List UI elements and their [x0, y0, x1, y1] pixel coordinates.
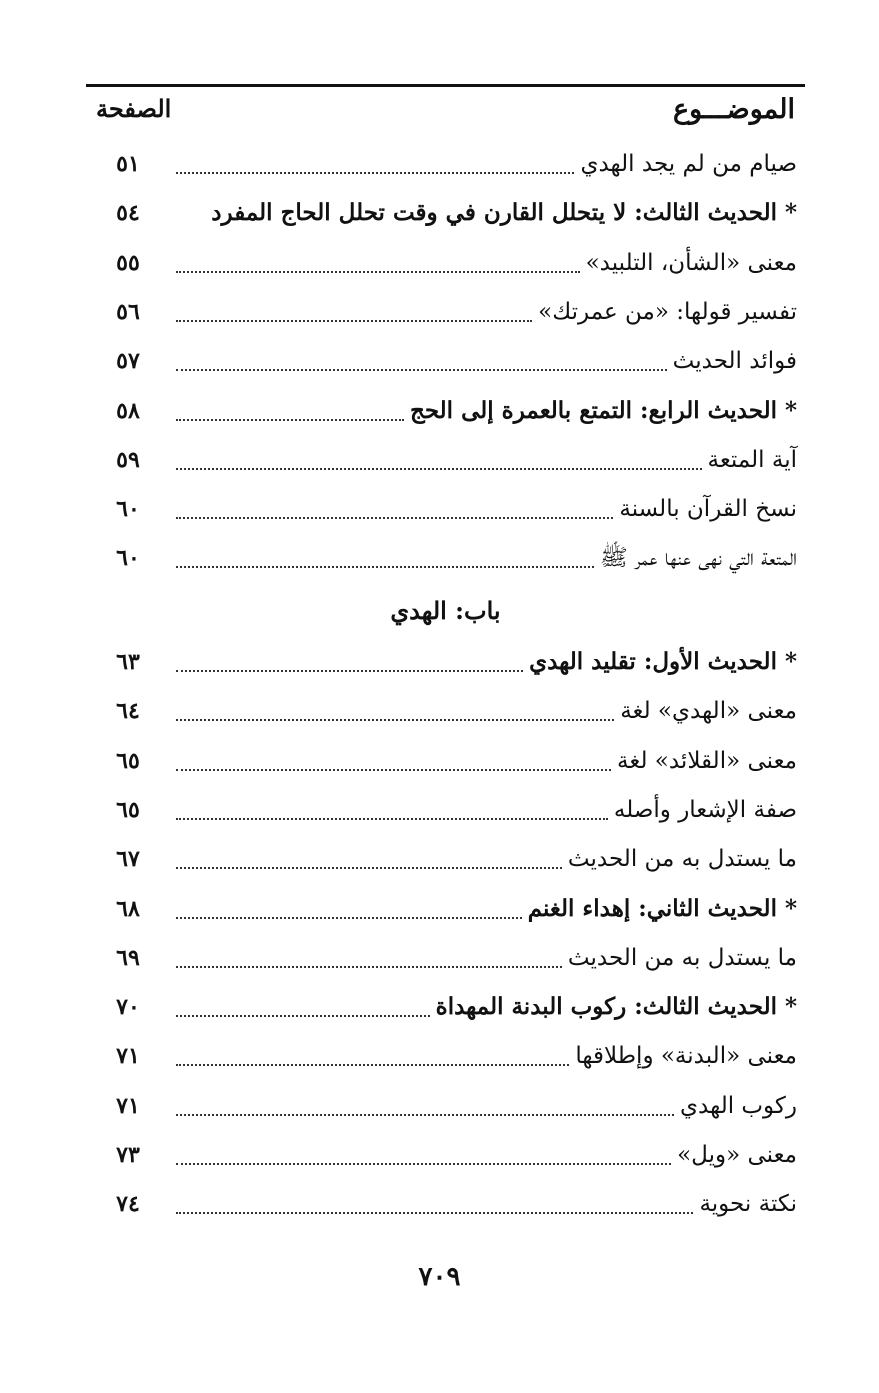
entry-page-number: ٦٠ — [116, 545, 140, 572]
entry-page-number: ٦٥ — [116, 796, 140, 823]
entry-title: ما يستدل به من الحديث — [567, 944, 797, 971]
toc-entry — [86, 1032, 805, 1076]
dot-leader — [176, 769, 611, 771]
dot-leader — [176, 517, 613, 519]
entry-line — [176, 442, 797, 478]
entry-title: معنى «ويل» — [677, 1142, 797, 1168]
entry-title: معنى «البدنة» وإطلاقها — [575, 1043, 797, 1070]
dot-leader — [176, 867, 562, 869]
entry-line — [176, 195, 797, 231]
entry-line — [176, 693, 797, 729]
entry-page-number: ٧١ — [116, 1092, 140, 1119]
toc-entry — [86, 140, 805, 184]
dot-leader — [176, 320, 532, 322]
entry-title: * الحديث الأول: تقليد الهدي — [529, 648, 797, 675]
toc-entry — [86, 983, 805, 1027]
entry-line — [176, 1088, 797, 1124]
toc-header — [86, 92, 805, 132]
entry-title: فوائد الحديث — [672, 348, 797, 375]
entry-page-number: ٧٣ — [116, 1142, 140, 1168]
topic-column-heading: الموضـــوع — [672, 94, 795, 125]
entry-line — [176, 245, 797, 281]
entry-page-number: ٦٨ — [116, 895, 140, 922]
dot-leader — [176, 1212, 693, 1214]
entry-page-number: ٦٩ — [116, 944, 140, 971]
dot-leader — [176, 670, 523, 672]
dot-leader — [176, 172, 574, 174]
entry-line — [176, 1137, 797, 1173]
entry-title: تفسير قولها: «من عمرتك» — [538, 298, 797, 325]
toc-entry — [86, 485, 805, 529]
entry-line — [176, 841, 797, 877]
header-rule — [86, 84, 805, 87]
entry-line — [176, 891, 797, 927]
page-number: ٧٠٩ — [418, 1262, 461, 1292]
entry-line — [176, 940, 797, 976]
entry-page-number: ٧٤ — [116, 1191, 140, 1218]
entry-page-number: ٥٥ — [116, 249, 140, 276]
entry-page-number: ٥١ — [116, 151, 140, 177]
toc-entry — [86, 436, 805, 480]
entry-page-number: ٦٥ — [116, 747, 140, 774]
entry-line — [176, 743, 797, 779]
entry-title: المتعة التي نهى عنها عمر ﷺ — [599, 545, 797, 572]
entry-page-number: ٦٠ — [116, 496, 140, 523]
toc-entry — [86, 534, 805, 578]
entry-line — [176, 540, 797, 576]
dot-leader — [176, 917, 522, 919]
entry-page-number: ٥٧ — [116, 348, 140, 375]
dot-leader — [176, 566, 594, 568]
toc-entry — [86, 387, 805, 431]
entry-page-number: ٥٤ — [116, 200, 140, 227]
entry-title: * الحديث الثالث: لا يتحلل القارن في وقت تحلل الحاج المفرد — [211, 199, 797, 227]
toc-entry — [86, 934, 805, 978]
entry-line — [176, 644, 797, 680]
toc-entry — [86, 737, 805, 781]
entry-title: صفة الإشعار وأصله — [613, 796, 797, 823]
entry-line — [176, 1186, 797, 1222]
entry-line — [176, 491, 797, 527]
toc-entry — [86, 1180, 805, 1224]
entry-title: * الحديث الثالث: ركوب البدنة المهداة — [435, 993, 797, 1021]
dot-leader — [176, 1163, 671, 1165]
toc-entry — [86, 1082, 805, 1126]
entry-page-number: ٦٣ — [116, 649, 140, 675]
toc-entry — [86, 288, 805, 332]
entry-page-number: ٥٨ — [116, 397, 140, 424]
dot-leader — [176, 1015, 430, 1017]
entry-page-number: ٦٧ — [116, 846, 140, 873]
entry-title: معنى «الهدي» لغة — [620, 698, 797, 725]
entry-title: نسخ القرآن بالسنة — [619, 496, 797, 523]
toc-entry — [86, 189, 805, 233]
toc-entry — [86, 337, 805, 381]
toc-entry — [86, 239, 805, 283]
section-title: باب: الهدي — [390, 595, 501, 625]
entry-title: آية المتعة — [707, 446, 797, 473]
toc-entry — [86, 1131, 805, 1175]
entry-title: ما يستدل به من الحديث — [567, 846, 797, 873]
dot-leader — [176, 369, 667, 371]
dot-leader — [176, 1114, 674, 1116]
dot-leader — [176, 271, 580, 273]
entry-line — [176, 1038, 797, 1074]
entry-line — [176, 792, 797, 828]
entry-line — [176, 294, 797, 330]
dot-leader — [176, 468, 702, 470]
entry-page-number: ٥٦ — [116, 298, 140, 325]
toc-entry — [86, 638, 805, 682]
toc-entry — [86, 687, 805, 731]
entry-page-number: ٧١ — [116, 1043, 140, 1070]
dot-leader — [176, 966, 562, 968]
dot-leader — [176, 719, 614, 721]
entry-title: ركوب الهدي — [680, 1092, 797, 1119]
toc-entry — [86, 786, 805, 830]
entry-title: نكتة نحوية — [699, 1191, 797, 1218]
entry-line — [176, 343, 797, 379]
entry-title: صيام من لم يجد الهدي — [580, 151, 797, 177]
entry-line — [176, 989, 797, 1025]
entry-page-number: ٧٠ — [116, 994, 140, 1021]
entry-page-number: ٦٤ — [116, 698, 140, 725]
entry-title: معنى «الشأن، التلبيد» — [585, 249, 797, 276]
page-column-heading: الصفحة — [96, 94, 172, 123]
toc-entry — [86, 835, 805, 879]
entry-title: * الحديث الثاني: إهداء الغنم — [527, 894, 797, 922]
entry-line — [176, 146, 797, 182]
toc-entry — [86, 885, 805, 929]
entry-title: معنى «القلائد» لغة — [617, 747, 797, 774]
entry-line — [176, 393, 797, 429]
entry-title: * الحديث الرابع: التمتع بالعمرة إلى الحج — [409, 396, 797, 424]
dot-leader — [176, 818, 608, 820]
entry-page-number: ٥٩ — [116, 446, 140, 473]
dot-leader — [176, 1064, 569, 1066]
dot-leader — [176, 419, 404, 421]
